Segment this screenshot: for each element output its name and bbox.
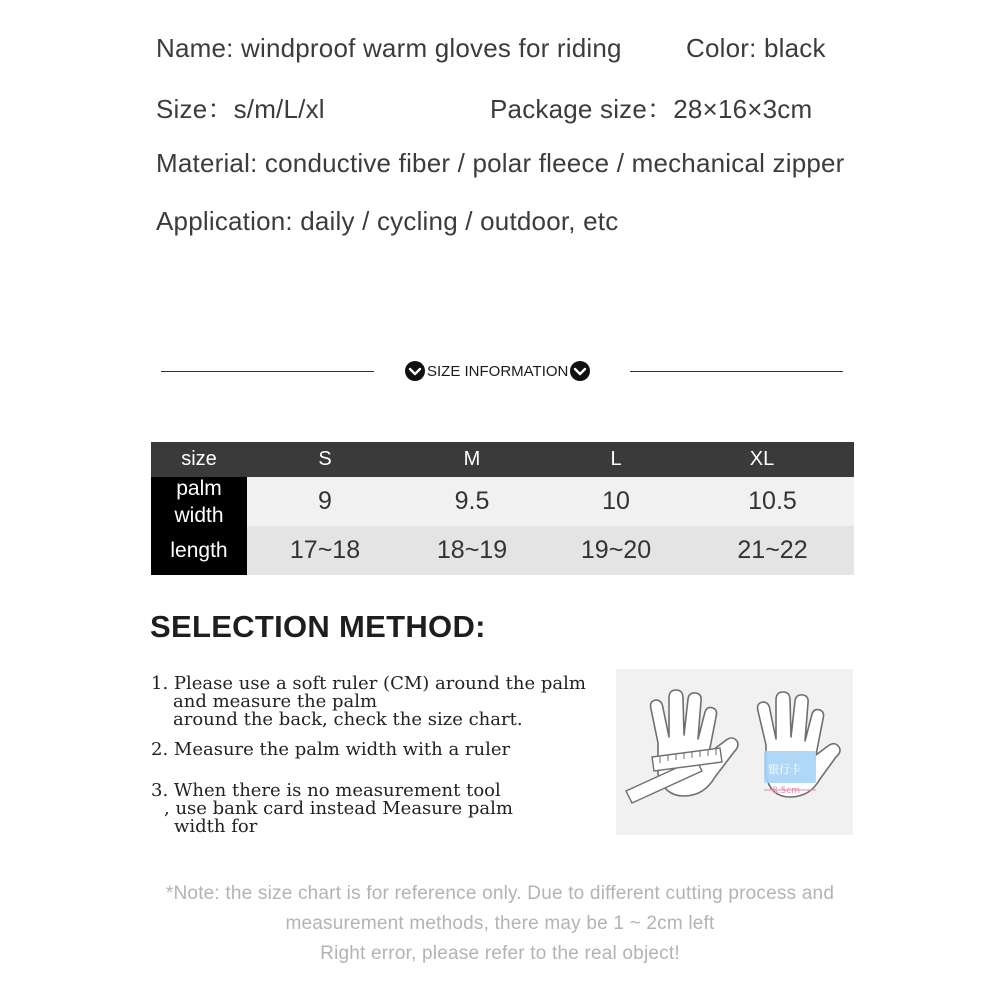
divider-left [161,371,374,372]
row-label-length [151,526,247,575]
selection-step-1 [151,675,586,729]
table-header-cell: XL [749,448,775,470]
table-cell: 18~19 [436,536,508,564]
table-cell: 9 [318,487,332,515]
table-row [151,526,854,575]
card-width-label: 8.5cm [772,786,801,796]
size-information-label: SIZE INFORMATION [427,362,569,380]
hand-measurement-illustration [616,669,853,835]
size-table [151,442,854,575]
table-cell: 19~20 [580,536,652,564]
divider-right [630,371,843,372]
step-line: 2. Measure the palm width with a ruler [151,739,511,760]
size-information-title [405,359,590,383]
table-header-row [151,442,854,477]
spec-application: Application: daily / cycling / outdoor, etc [156,206,619,236]
table-row [151,477,854,526]
row-label-line: length [170,539,228,562]
size-note-line: *Note: the size chart is for reference only. Due to different cutting process and [165,883,835,904]
spec-package-size: Package size：28×16×3cm [490,94,813,124]
row-label-palm-width [151,477,247,526]
row-label-line: palm [176,476,222,500]
table-cell: 17~18 [289,536,361,564]
table-cell: 10.5 [748,487,797,515]
chevron-down-icon [570,361,590,381]
table-cell: 10 [602,487,630,515]
table-header-cell: M [463,448,481,470]
selection-step-3 [151,782,513,836]
step-line: around the back, check the size chart. [173,709,523,730]
table-header-cell: S [318,448,332,470]
table-header-cell: L [610,448,622,470]
table-cell: 9.5 [454,487,490,515]
step-line: 3. When there is no measurement tool [151,780,501,801]
step-line: and measure the palm [173,691,378,712]
size-note-line: Right error, please refer to the real object! [320,943,680,964]
hand-illustration-svg [616,669,853,835]
spec-color: Color: black [686,33,826,63]
table-header-cell: size [181,448,217,470]
step-line: 1. Please use a soft ruler (CM) around the palm [151,673,586,694]
spec-name: Name: windproof warm gloves for riding [156,33,622,63]
spec-material: Material: conductive fiber / polar fleece / mechanical zipper [156,148,845,178]
step-line: , use bank card instead Measure palm [164,798,513,819]
step-line: width for [174,816,258,837]
selection-step-2 [151,741,510,759]
card-label: 银行卡 [768,763,801,776]
size-note-line: measurement methods, there may be 1 ~ 2cm left [285,913,715,934]
selection-method-heading: SELECTION METHOD: [150,609,486,644]
chevron-down-icon [405,361,425,381]
row-label-line: width [174,503,224,527]
table-cell: 21~22 [737,536,808,564]
spec-size: Size：s/m/L/xl [156,94,325,124]
